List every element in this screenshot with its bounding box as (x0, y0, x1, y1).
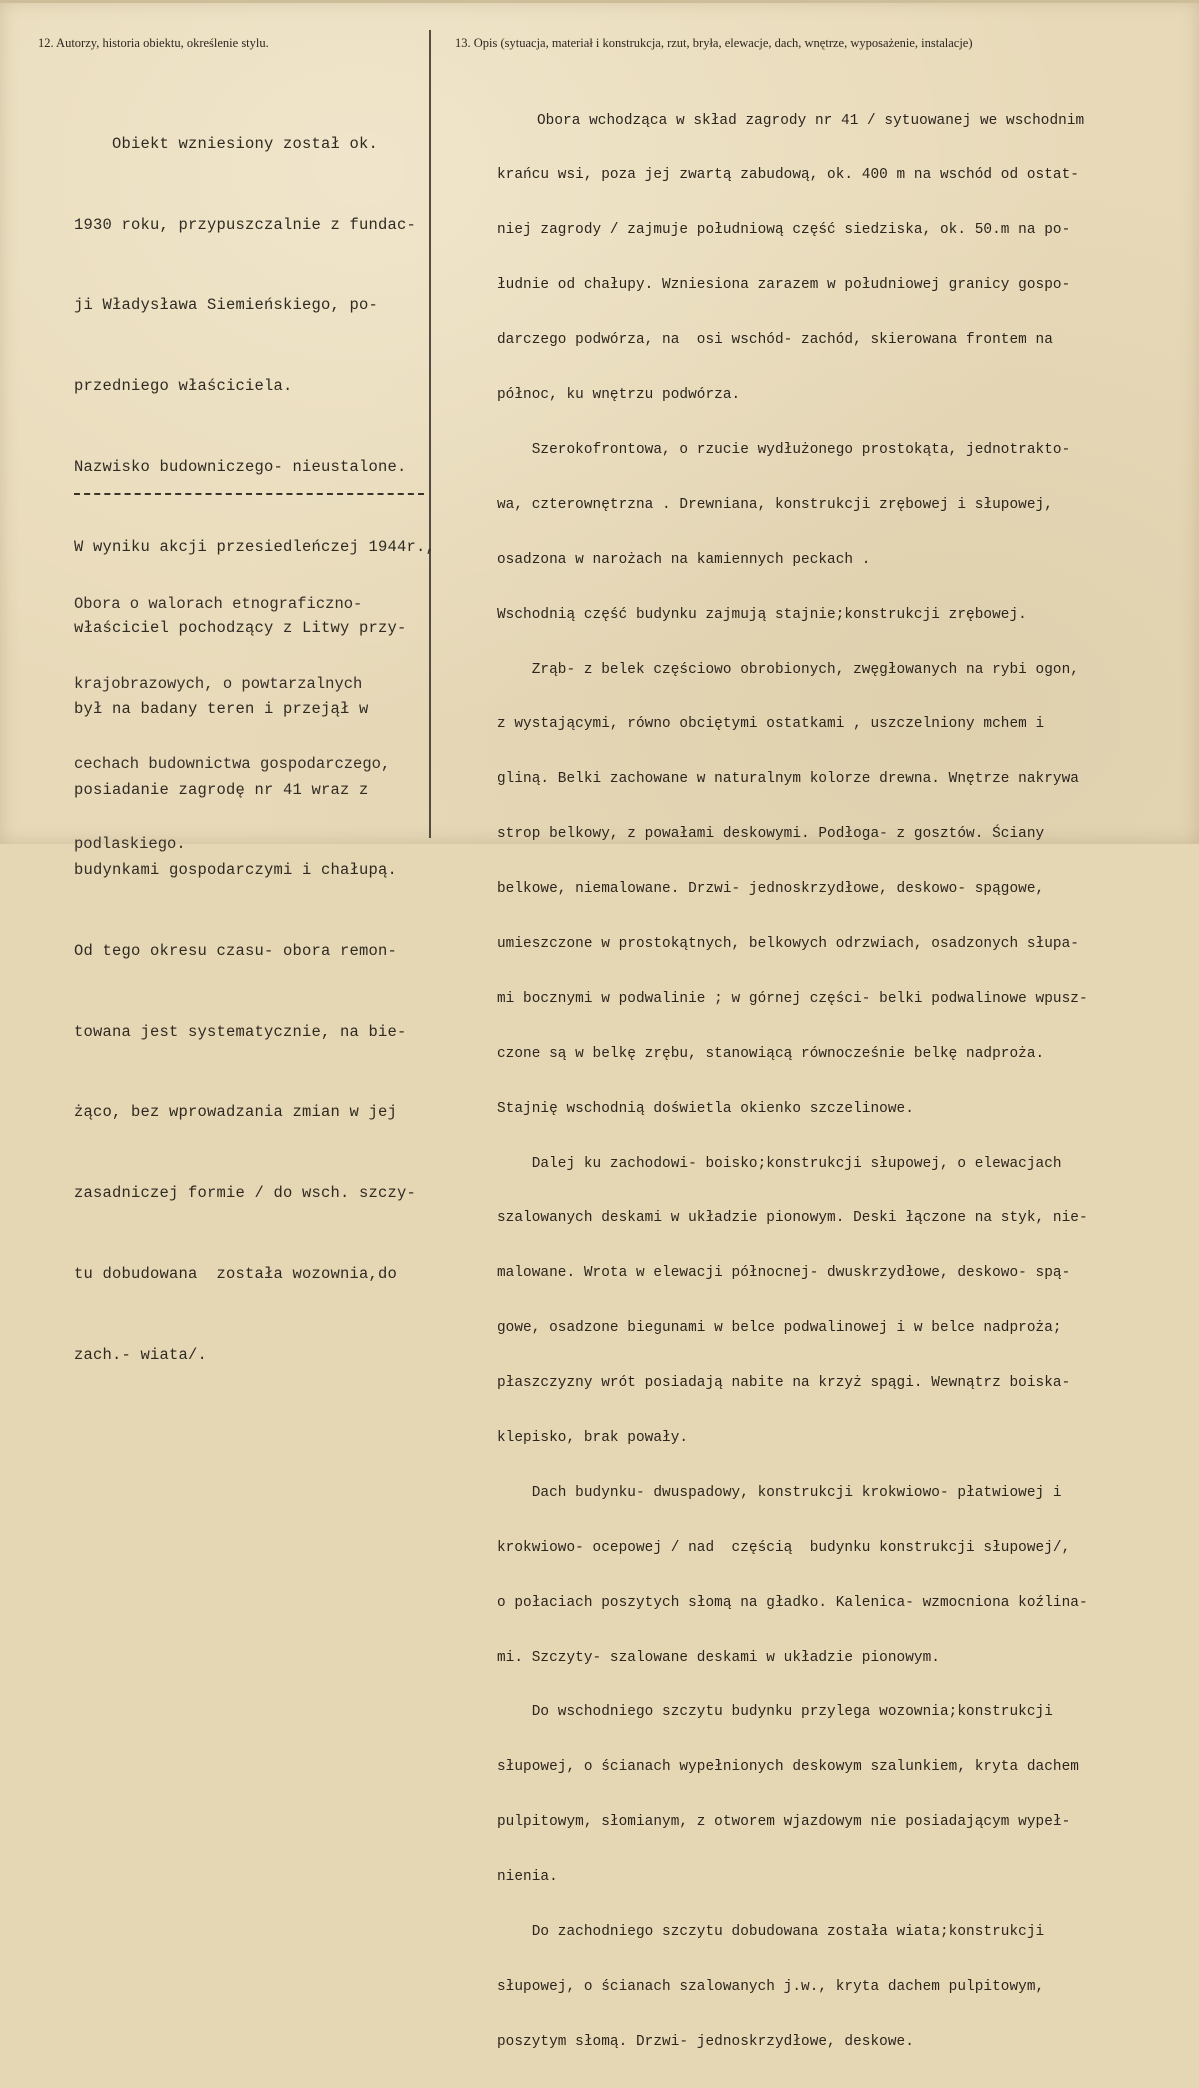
history-line: tu dobudowana została wozownia,do (74, 1264, 398, 1283)
description-line: belkowe, niemalowane. Drzwi- jednoskrzydłowe, deskowo- spągowe, (497, 881, 1045, 898)
description-line: krańcu wsi, poza jej zwartą zabudową, ok. 400 m na wschód od ostat- (497, 167, 1079, 184)
style-text (74, 538, 434, 910)
description-line: strop belkowy, z powałami deskowymi. Podłoga- z gosztów. Ściany (497, 826, 1045, 843)
description-line: poszytym słomą. Drzwi- jednoskrzydłowe, deskowe. (497, 2033, 914, 2050)
history-line: zach.- wiata/. (74, 1345, 208, 1364)
description-line: północ, ku wnętrzu podwórza. (497, 387, 741, 404)
section-12-header: 12. Autorzy, historia obiektu, określenie stylu. (38, 36, 269, 50)
description-line: słupowej, o ścianach wypełnionych deskowym szalunkiem, kryta dachem (497, 1759, 1079, 1776)
history-line: żąco, bez wprowadzania zmian w jej (74, 1103, 398, 1122)
style-line: Obora o walorach etnograficzno- (74, 595, 363, 614)
description-line: słupowej, o ścianach szalowanych j.w., kryta dachem pulpitowym, (497, 1978, 1045, 1995)
description-line: Dalej ku zachodowi- boisko;konstrukcji słupowej, o elewacjach (497, 1155, 1062, 1172)
description-line: szalowanych deskami w układzie pionowym. Deski łączone na styk, nie- (497, 1210, 1088, 1227)
history-line: Obiekt wzniesiony został ok. (74, 134, 379, 153)
history-line: zasadniczej formie / do wsch. szczy- (74, 1184, 417, 1203)
description-line: Dach budynku- dwuspadowy, konstrukcji krokwiowo- płatwiowej i (497, 1484, 1062, 1501)
history-line: przedniego właściciela. (74, 376, 293, 395)
description-line: krokwiowo- ocepowej / nad częścią budynku konstrukcji słupowej/, (497, 1539, 1071, 1556)
history-line: 1930 roku, przypuszczalnie z fundac- (74, 215, 417, 234)
paper-top-edge (0, 0, 1199, 3)
description-line: mi. Szczyty- szalowane deskami w układzie pionowym. (497, 1649, 940, 1666)
style-line: cechach budownictwa gospodarczego, (74, 754, 391, 773)
section-13-header: 13. Opis (sytuacja, materiał i konstrukcja, rzut, bryła, elewacje, dach, wnętrze, wyposażenie, instalacje) (455, 36, 973, 50)
description-line: o połaciach poszytych słomą na gładko. Kalenica- wzmocniona koźlina- (497, 1594, 1088, 1611)
description-line: gliną. Belki zachowane w naturalnym kolorze drewna. Wnętrze nakrywa (497, 771, 1079, 788)
style-line: podlaskiego. (74, 834, 186, 853)
description-line: osadzona w narożach na kamiennych peckach . (497, 551, 871, 568)
description-line: wa, czterownętrzna . Drewniana, konstrukcji zrębowej i słupowej, (497, 496, 1053, 513)
description-line: Do zachodniego szczytu dobudowana została wiata;konstrukcji (497, 1923, 1045, 1940)
description-line: Do wschodniego szczytu budynku przylega wozownia;konstrukcji (497, 1704, 1053, 1721)
description-line: łudnie od chałupy. Wzniesiona zarazem w południowej granicy gospo- (497, 277, 1071, 294)
description-line: pulpitowym, słomianym, z otworem wjazdowym nie posiadającym wypeł- (497, 1814, 1071, 1831)
description-line: Wschodnią część budynku zajmują stajnie;konstrukcji zrębowej. (497, 606, 1027, 623)
history-line: posiadanie zagrodę nr 41 wraz z (74, 780, 369, 799)
dashed-separator (74, 493, 424, 495)
description-line: płaszczyzny wrót posiadają nabite na krzyż spągi. Wewnątrz boiska- (497, 1375, 1071, 1392)
description-text (497, 75, 1197, 2088)
description-line: Szerokofrontowa, o rzucie wydłużonego prostokąta, jednotrakto- (497, 441, 1071, 458)
description-line: gowe, osadzone biegunami w belce podwalinowej i w belce nadproża; (497, 1320, 1062, 1337)
history-line: był na badany teren i przejął w (74, 699, 369, 718)
history-line: W wyniku akcji przesiedleńczej 1944r., (74, 538, 436, 557)
description-line: czone są w belkę zrębu, stanowiącą równocześnie belkę nadproża. (497, 1045, 1045, 1062)
description-line: darczego podwórza, na osi wschód- zachód, skierowana frontem na (497, 332, 1053, 349)
description-line: nienia. (497, 1869, 558, 1886)
description-line: umieszczone w prostokątnych, belkowych odrzwiach, osadzonych słupa- (497, 935, 1079, 952)
description-line: z wystającymi, równo obciętymi ostatkami , uszczelniony mchem i (497, 716, 1045, 733)
style-line: krajobrazowych, o powtarzalnych (74, 674, 363, 693)
history-line: budynkami gospodarczymi i chałupą. (74, 861, 398, 880)
history-line: właściciel pochodzący z Litwy przy- (74, 619, 407, 638)
description-line: klepisko, brak powały. (497, 1429, 689, 1446)
description-line: malowane. Wrota w elewacji północnej- dwuskrzydłowe, deskowo- spą- (497, 1265, 1071, 1282)
history-line: ji Władysława Siemieńskiego, po- (74, 296, 379, 315)
description-line: Stajnię wschodnią doświetla okienko szczelinowe. (497, 1100, 914, 1117)
description-line: niej zagrody / zajmuje południową część siedziska, ok. 50.m na po- (497, 222, 1071, 239)
history-line: Nazwisko budowniczego- nieustalone. (74, 457, 407, 476)
history-line: towana jest systematycznie, na bie- (74, 1022, 407, 1041)
description-line: Obora wchodząca w skład zagrody nr 41 / sytuowanej we wschodnim (537, 112, 1085, 129)
description-line: Zrąb- z belek częściowo obrobionych, zwęgłowanych na rybi ogon, (497, 661, 1079, 678)
history-line: Od tego okresu czasu- obora remon- (74, 942, 398, 960)
description-line: mi bocznymi w podwalinie ; w górnej części- belki podwalinowe wpusz- (497, 990, 1088, 1007)
